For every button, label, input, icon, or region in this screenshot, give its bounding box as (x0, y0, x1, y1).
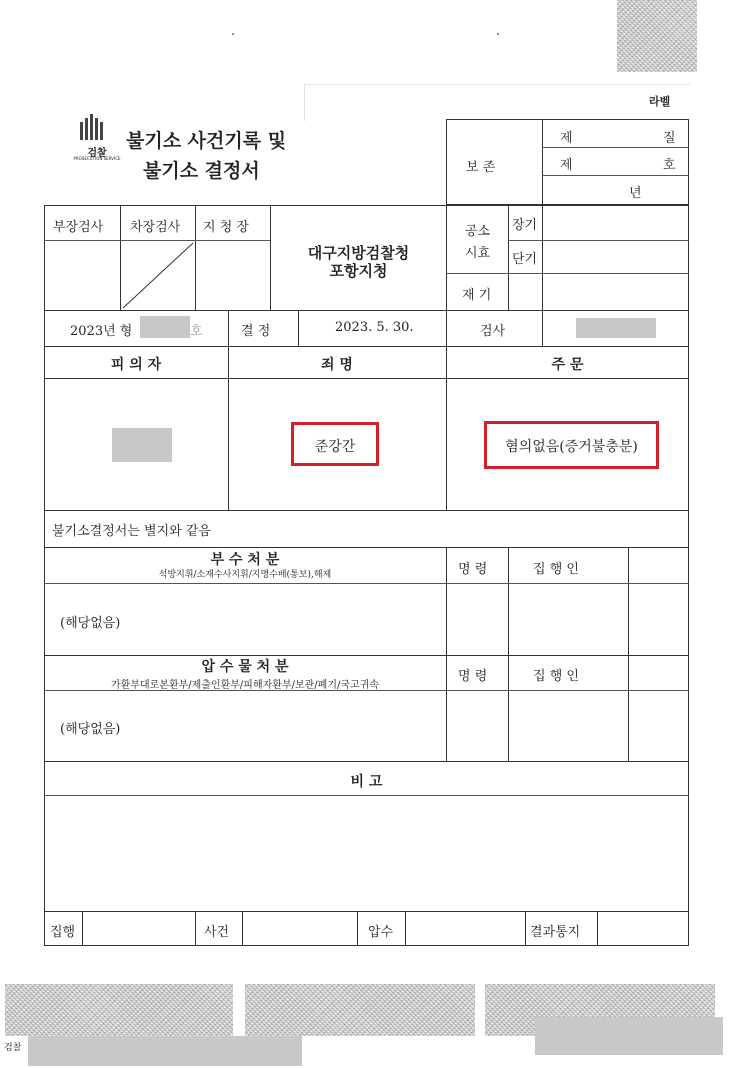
ancillary-executor: 집 행 인 (533, 562, 579, 577)
office-name-line2: 포항지청 (329, 262, 388, 280)
seized-value: (해당없음) (60, 722, 121, 737)
barcode-noise-2 (245, 984, 475, 1036)
suspect-name-redacted (112, 428, 172, 462)
prosecutor-label: 검사 (480, 324, 506, 339)
page-title-line2: 불기소 결정서 (143, 160, 260, 182)
footer-case: 사건 (204, 925, 230, 940)
bottom-redacted-left (28, 1036, 302, 1066)
decision-label: 결 정 (241, 324, 271, 339)
statute-long: 장기 (512, 218, 538, 233)
label-tag: 라벨 (649, 95, 671, 108)
seized-title: 압 수 물 처 분 (201, 659, 289, 675)
decision-date: 2023. 5. 30. (335, 320, 414, 335)
ancillary-subtitle: 석방지휘/소재수사지휘/지명수배(통보),해제 (158, 570, 332, 580)
ancillary-order: 명 령 (458, 562, 488, 577)
prosecution-logo-icon (80, 114, 103, 140)
case-number-redacted (140, 316, 190, 338)
approval-col1: 부장검사 (53, 220, 104, 235)
seized-executor: 집 행 인 (533, 669, 579, 684)
header-suspect: 피 의 자 (110, 357, 162, 373)
approval-col3: 지 청 장 (203, 220, 249, 235)
barcode-noise-top (617, 0, 697, 72)
approval-col2: 차장검사 (130, 220, 181, 235)
label-box (304, 84, 690, 121)
header-charge: 죄 명 (321, 357, 353, 373)
bottom-redacted-right (535, 1017, 723, 1055)
preserve-row2: 제 (560, 158, 573, 173)
ancillary-title: 부 수 처 분 (210, 552, 280, 568)
statute-label2: 시효 (465, 246, 491, 261)
seized-subtitle: 가환부대로본환부/제출인환부/피해자환부/보관/폐기/국고귀속 (110, 680, 379, 691)
preserve-label: 보 존 (466, 160, 496, 175)
page-title-line1: 불기소 사건기록 및 (126, 130, 287, 152)
barcode-noise-1 (5, 984, 233, 1036)
case-year: 2023년 형 (70, 324, 133, 339)
disposition-value: 혐의없음(증거불충분) (505, 439, 638, 455)
footer-seizure: 압수 (368, 925, 394, 940)
logo-text: 검찰 (87, 148, 107, 159)
charge-value: 준강간 (314, 439, 356, 455)
preserve-row3-end: 년 (629, 186, 642, 201)
ancillary-value: (해당없음) (60, 616, 121, 631)
preserve-row1-end: 질 (663, 131, 676, 146)
header-disposition: 주 문 (551, 357, 584, 373)
office-name-line1: 대구지방검찰청 (307, 244, 410, 262)
preserve-row2-end: 호 (663, 158, 676, 173)
statute-short: 단기 (512, 252, 538, 267)
prosecutor-name-redacted (576, 318, 656, 338)
footer-result: 결과통지 (530, 925, 581, 940)
preserve-row1: 제 (560, 131, 573, 146)
case-year-suffix: 호 (190, 324, 203, 339)
dot-mark (232, 33, 234, 35)
bottom-logo-text: 검찰 (4, 1043, 22, 1053)
restart-label: 재 기 (462, 288, 492, 303)
decision-note: 불기소결정서는 별지와 같음 (52, 524, 211, 539)
statute-label1: 공소 (465, 224, 491, 239)
dot-mark (497, 33, 499, 35)
footer-execution: 집행 (50, 925, 76, 940)
logo-subtitle: PROSECUTION SERVICE (73, 156, 121, 161)
slash-mark (121, 241, 195, 310)
seized-order: 명 령 (458, 669, 488, 684)
remarks-title: 비 고 (350, 774, 383, 790)
